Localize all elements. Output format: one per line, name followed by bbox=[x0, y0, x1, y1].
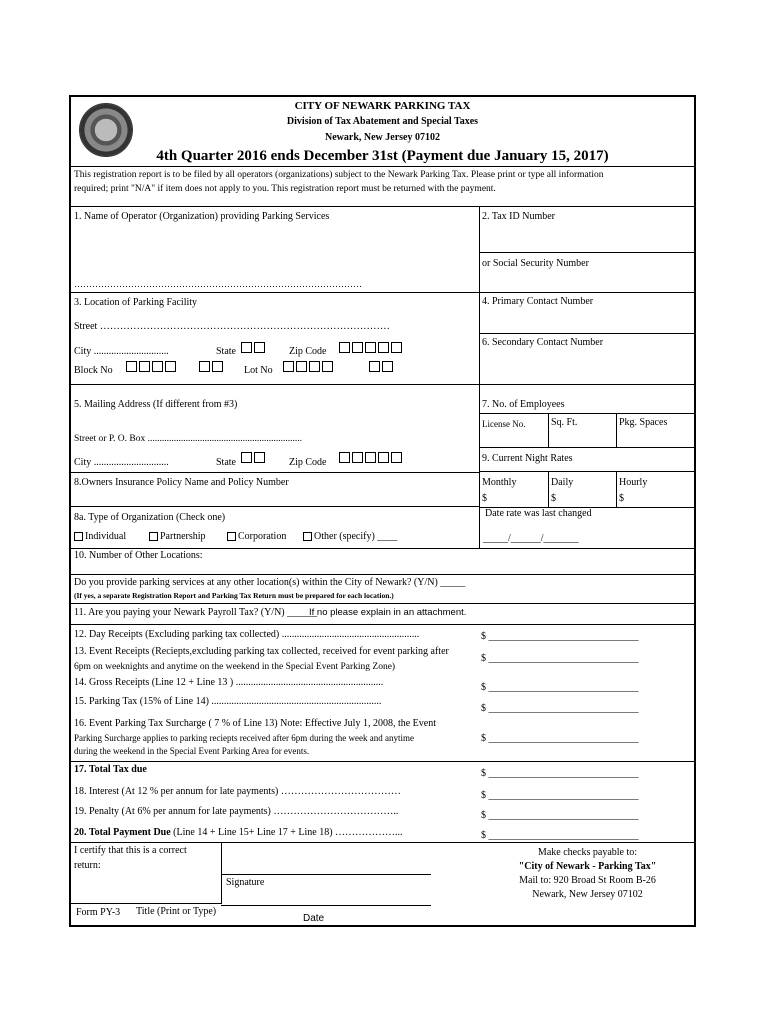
lot-suffix-boxes[interactable] bbox=[369, 361, 395, 373]
field-7-label: 7. No. of Employees bbox=[482, 399, 565, 410]
title-label: Title (Print or Type) bbox=[136, 906, 217, 917]
line-15-label: 15. Parking Tax (15% of Line 14) .................................................................... bbox=[74, 696, 382, 707]
date-label: Date bbox=[303, 913, 325, 924]
line-13-label-2: 6pm on weeknights and anytime on the weekend in the Special Event Parking Zone) bbox=[74, 662, 396, 672]
address: Newark, New Jersey 07102 bbox=[325, 132, 440, 143]
state-label-2: State bbox=[216, 457, 236, 468]
line-19-amount[interactable]: $ ______________________________ bbox=[481, 810, 639, 821]
line-13-label: 13. Event Receipts (Reciepts,excluding parking tax collected, received for event parking after bbox=[74, 646, 449, 657]
zip-label-2: Zip Code bbox=[289, 457, 327, 468]
date-rate-fill[interactable]: _____/______/_______ bbox=[483, 533, 579, 544]
signature-label: Signature bbox=[226, 877, 265, 888]
block-suffix-boxes[interactable] bbox=[199, 361, 225, 373]
field-6-label: 6. Secondary Contact Number bbox=[482, 337, 604, 348]
org-other[interactable]: Other (specify) ____ bbox=[303, 531, 397, 543]
field-2-label: 2. Tax ID Number bbox=[482, 211, 555, 222]
line-20-label: 20. Total Payment Due (Line 14 + Line 15+ Line 17 + Line 18) ………………... bbox=[74, 827, 403, 838]
field-1-label: 1. Name of Operator (Organization) providing Parking Services bbox=[74, 211, 330, 222]
field-9-label: 9. Current Night Rates bbox=[482, 453, 573, 464]
monthly-dollar: $ bbox=[482, 493, 487, 504]
city-line-2: City .............................. bbox=[74, 457, 169, 468]
line-17-label: 17. Total Tax due bbox=[74, 764, 147, 775]
daily-label: Daily bbox=[551, 477, 574, 488]
line-16-amount[interactable]: $ ______________________________ bbox=[481, 733, 639, 744]
field-3-label: 3. Location of Parking Facility bbox=[74, 297, 198, 308]
field-8a-label: 8a. Type of Organization (Check one) bbox=[74, 512, 226, 523]
block-boxes[interactable] bbox=[126, 361, 178, 373]
lot-label: Lot No bbox=[244, 365, 273, 376]
line-12-label: 12. Day Receipts (Excluding parking tax collected) ....................................................... bbox=[74, 629, 420, 640]
hourly-dollar: $ bbox=[619, 493, 624, 504]
ssn-label: or Social Security Number bbox=[482, 258, 589, 269]
line-19-label: 19. Penalty (At 6% per annum for late payments) ……………………………….. bbox=[74, 806, 399, 817]
line-16-label: 16. Event Parking Tax Surcharge ( 7 % of Line 13) Note: Effective July 1, 2008, the Event bbox=[74, 718, 436, 729]
line-18-label: 18. Interest (At 12 % per annum for late payments) ……………………………… bbox=[74, 786, 401, 797]
mail-address: Mail to: 920 Broad St Room B-26 bbox=[519, 875, 656, 886]
license-label: License No. bbox=[482, 419, 526, 429]
intro-line-2: required; print "N/A" if item does not apply to you. This registration report must be returned with the payment. bbox=[74, 184, 496, 194]
zip-label: Zip Code bbox=[289, 346, 327, 357]
other-locations-question: Do you provide parking services at any other location(s) within the City of Newark? (Y/N) _____ bbox=[74, 577, 466, 588]
field-10-label: 10. Number of Other Locations: bbox=[74, 550, 203, 561]
org-corporation[interactable]: Corporation bbox=[227, 531, 286, 543]
state-boxes[interactable] bbox=[241, 342, 267, 354]
zip-boxes-2[interactable] bbox=[339, 452, 404, 464]
division-name: Division of Tax Abatement and Special Taxes bbox=[286, 116, 479, 127]
intro-line-1: This registration report is to be filed by all operators (organizations) subject to the Newark Parking Tax. Please print or type all information bbox=[74, 170, 604, 180]
org-partnership[interactable]: Partnership bbox=[149, 531, 206, 543]
other-locations-note: (If yes, a separate Registration Report and Parking Tax Return must be prepared for each location.) bbox=[74, 591, 394, 600]
street-po-line: Street or P. O. Box ................................................................. bbox=[74, 434, 302, 444]
field-11-note: If no please explain in an attachment. bbox=[309, 607, 467, 618]
line-18-amount[interactable]: $ ______________________________ bbox=[481, 790, 639, 801]
lot-boxes[interactable] bbox=[283, 361, 335, 373]
field-11-label: 11. Are you paying your Newark Payroll Tax? (Y/N) ______ bbox=[74, 607, 318, 618]
line-16-label-2: Parking Surcharge applies to parking reciepts received after 6pm during the week and anytime bbox=[74, 733, 414, 743]
mail-city: Newark, New Jersey 07102 bbox=[532, 889, 643, 900]
monthly-label: Monthly bbox=[482, 477, 517, 488]
zip-boxes[interactable] bbox=[339, 342, 404, 354]
tax-form bbox=[69, 95, 696, 927]
field-8-label: 8.Owners Insurance Policy Name and Policy Number bbox=[74, 477, 289, 488]
block-label: Block No bbox=[74, 365, 113, 376]
line-14-amount[interactable]: $ ______________________________ bbox=[481, 682, 639, 693]
line-17-amount[interactable]: $ ______________________________ bbox=[481, 768, 639, 779]
pkg-spaces-label: Pkg. Spaces bbox=[619, 417, 668, 428]
payable-to: "City of Newark - Parking Tax" bbox=[518, 861, 657, 872]
certify-text: I certify that this is a correct bbox=[74, 845, 187, 856]
form-title: CITY OF NEWARK PARKING TAX bbox=[294, 100, 471, 112]
line-15-amount[interactable]: $ ______________________________ bbox=[481, 703, 639, 714]
form-number: Form PY-3 bbox=[76, 907, 121, 918]
org-individual[interactable]: Individual bbox=[74, 531, 126, 543]
line-13-amount[interactable]: $ ______________________________ bbox=[481, 653, 639, 664]
payable-heading: Make checks payable to: bbox=[537, 847, 638, 858]
line-12-amount[interactable]: $ ______________________________ bbox=[481, 631, 639, 642]
line-20-amount[interactable]: $ ______________________________ bbox=[481, 830, 639, 841]
certify-text-2: return: bbox=[74, 860, 101, 871]
hourly-label: Hourly bbox=[619, 477, 648, 488]
city-line: City .............................. bbox=[74, 346, 169, 357]
date-rate-label: Date rate was last changed bbox=[485, 508, 592, 519]
sqft-label: Sq. Ft. bbox=[551, 417, 578, 428]
state-boxes-2[interactable] bbox=[241, 452, 267, 464]
line-16-label-3: during the weekend in the Special Event Parking Area for events. bbox=[74, 746, 310, 756]
street-line: Street …………………………………………………………………………… bbox=[74, 321, 390, 332]
state-label: State bbox=[216, 346, 236, 357]
field-1-dots: …………………………………………………………………………………… bbox=[74, 279, 362, 289]
field-5-label: 5. Mailing Address (If different from #3) bbox=[74, 399, 238, 410]
line-14-label: 14. Gross Receipts (Line 12 + Line 13 ) ........................................................... bbox=[74, 677, 384, 688]
daily-dollar: $ bbox=[551, 493, 556, 504]
field-4-label: 4. Primary Contact Number bbox=[482, 296, 594, 307]
quarter-heading: 4th Quarter 2016 ends December 31st (Payment due January 15, 2017) bbox=[156, 148, 609, 164]
